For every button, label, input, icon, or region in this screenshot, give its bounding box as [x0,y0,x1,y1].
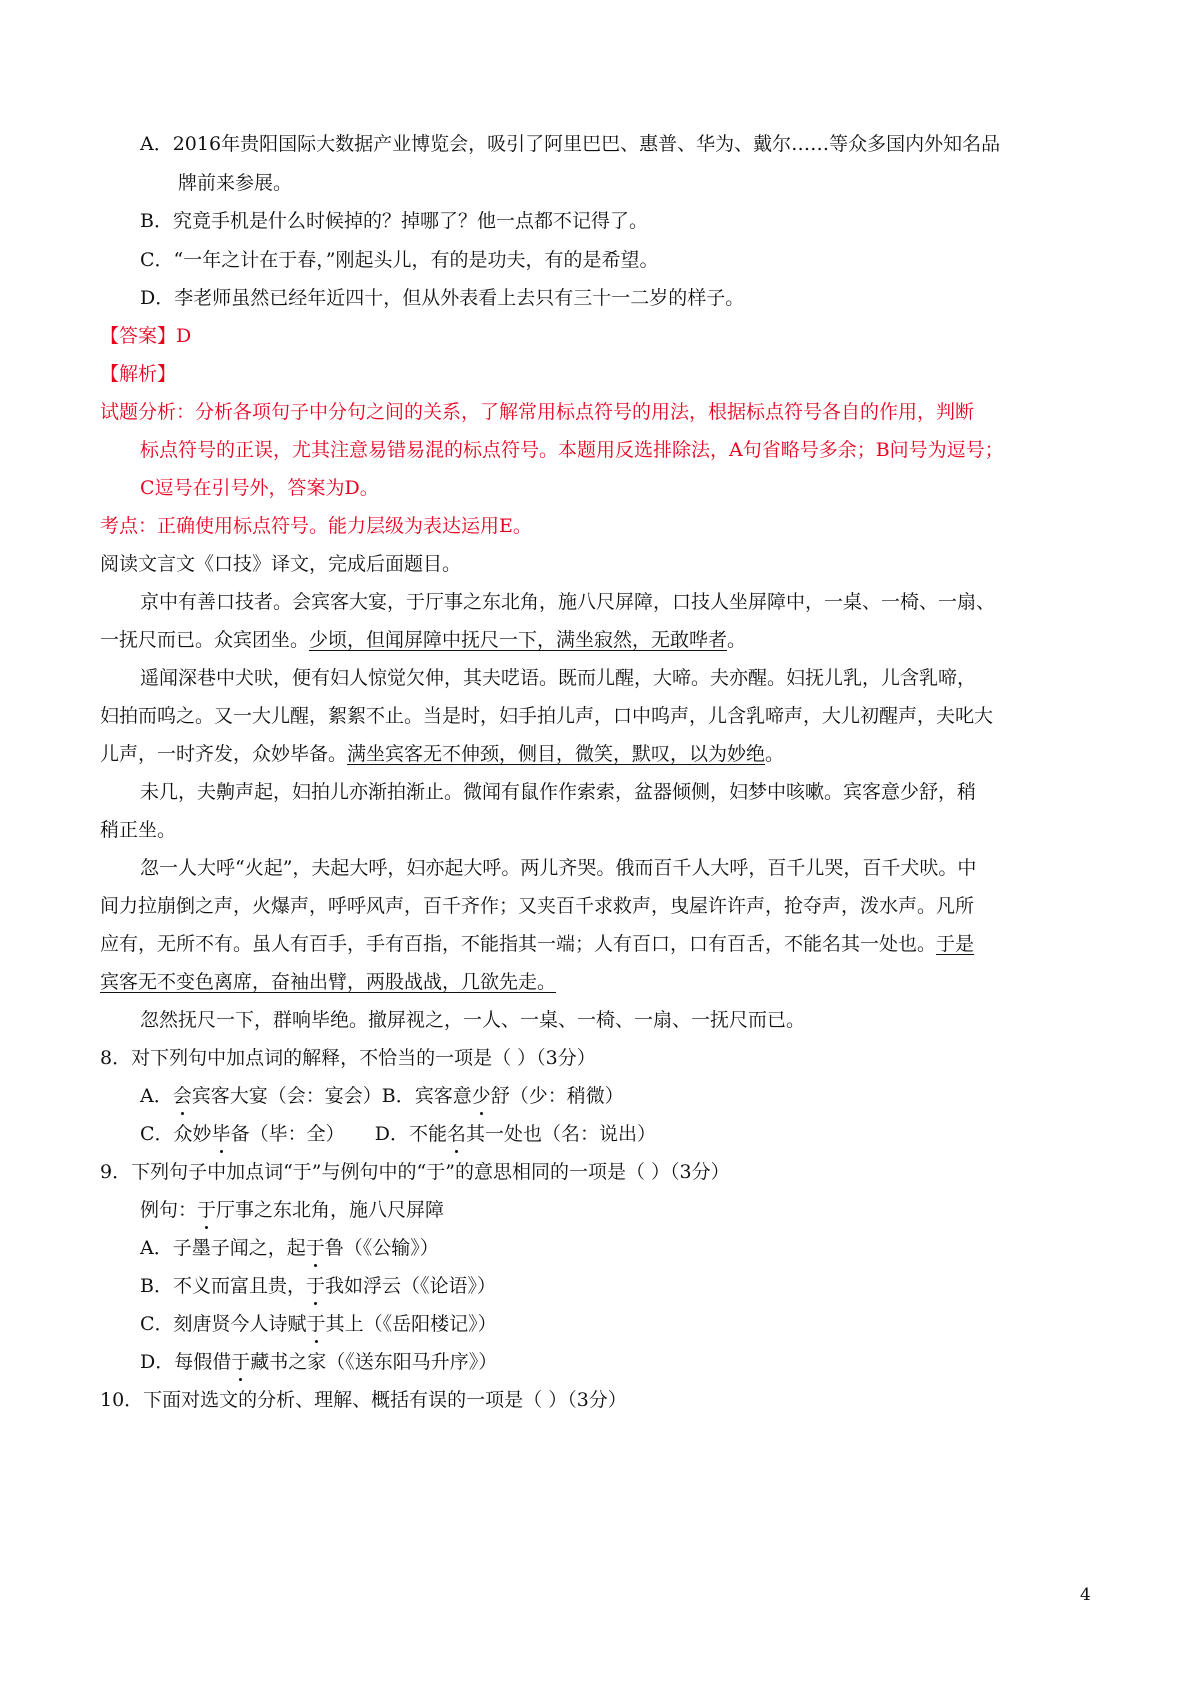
dotted-word: 会 [172,1085,192,1107]
option-text: C．刻唐贤今人诗赋 [140,1313,307,1335]
passage-p1-line2 [100,627,746,653]
dotted-word: 于 [305,1237,325,1259]
question-9-option-d [140,1349,497,1375]
underlined-sentence: 满坐宾客无不伸颈，侧目，微笑，默叹，以为妙绝 [347,743,766,765]
option-b: B．究竟手机是什么时候掉的？掉哪了？他一点都不记得了。 [140,210,648,232]
dotted-word: 少 [471,1085,491,1107]
option-text: 我如浮云（《论语》） [324,1275,496,1297]
question-9-option-a [140,1235,439,1261]
dotted-word: 于 [197,1199,217,1221]
dotted-word: 于 [305,1275,325,1297]
passage-text: 。 [765,743,785,765]
passage-p5: 忽然抚尺一下，群响毕绝。撤屏视之，一人、一桌、一椅、一扇、一抚尺而已。 [140,1009,806,1031]
passage-p3-line2: 稍正坐。 [100,819,177,841]
option-text: 例句： [140,1199,198,1221]
passage-p2-line2: 妇拍而呜之。又一大儿醒，絮絮不止。当是时，妇手拍儿声，口中呜声，儿含乳啼声，大儿初醒声，夫叱大 [100,705,994,727]
option-text: B．不义而富且贵， [140,1275,306,1297]
dotted-word: 毕 [211,1123,231,1145]
analysis-line1: 试题分析：分析各项句子中分句之间的关系，了解常用标点符号的用法，根据标点符号各自的作用，判断 [100,401,975,423]
passage-text: 儿声，一时齐发，众妙毕备。 [100,743,348,765]
option-text: A． [140,1085,173,1107]
option-text: 厅事之东北角，施八尺屏障 [216,1199,445,1221]
analysis-label: 【解析】 [100,363,177,385]
question-9-option-c [140,1311,497,1337]
dotted-word: 于 [231,1351,251,1373]
answer-label: 【答案】 [100,325,177,347]
option-text: 备（毕：全） D．不能 [230,1123,447,1145]
dotted-word: 名 [447,1123,467,1145]
passage-p2-line3 [100,741,784,767]
option-a-line1: A．2016年贵阳国际大数据产业博览会，吸引了阿里巴巴、惠普、华为、戴尔……等众多国内外知名品 [140,133,1001,155]
question-8-stem: 8．对下列句中加点词的解释，不恰当的一项是（ ）（3分） [100,1047,596,1069]
passage-text: 。 [727,629,747,651]
kaodian-line: 考点：正确使用标点符号。能力层级为表达运用E。 [100,515,532,537]
option-text: C．众妙 [140,1123,212,1145]
option-text: 藏书之家（《送东阳马升序》） [250,1351,498,1373]
option-text: 其上（《岳阳楼记》） [325,1313,497,1335]
option-c: C．“一年之计在于春，”刚起头儿，有的是功夫，有的是希望。 [140,249,659,271]
option-text: D．每假借 [140,1351,232,1373]
passage-text: 一抚尺而已。众宾团坐。 [100,629,310,651]
question-10-stem: 10．下面对选文的分析、理解、概括有误的一项是（ ）（3分） [100,1389,627,1411]
analysis-line2: 标点符号的正误，尤其注意易错易混的标点符号。本题用反选排除法，A句省略号多余；B问号为逗号； [140,439,1004,461]
option-text: 舒（少：稍微） [490,1085,624,1107]
page-number: 4 [1080,1585,1091,1605]
passage-text: 应有，无所不有。虽人有百手，手有百指，不能指其一端；人有百口，口有百舌，不能名其一处也。 [100,933,937,955]
passage-p4-line3 [100,931,974,957]
question-9-stem: 9．下列句子中加点词“于”与例句中的“于”的意思相同的一项是（ ）（3分） [100,1161,730,1183]
question-9-example [140,1197,444,1223]
passage-p3-line1: 未几，夫齁声起，妇拍儿亦渐拍渐止。微闻有鼠作作索索，盆器倾侧，妇梦中咳嗽。宾客意少舒，稍 [140,781,977,803]
question-9-option-b [140,1273,496,1299]
answer-value: D [176,325,192,347]
passage-p1-line1: 京中有善口技者。会宾客大宴，于厅事之东北角，施八尺屏障，口技人坐屏障中，一桌、一椅、一扇、 [140,591,996,613]
question-8-options-ab [140,1083,624,1109]
question-8-options-cd [140,1121,656,1147]
passage-p4-line4: 宾客无不变色离席，奋袖出臂，两股战战，几欲先走。 [100,971,557,993]
option-a-line2: 牌前来参展。 [178,172,293,194]
underlined-sentence: 于是 [936,933,975,955]
underlined-sentence: 少顷，但闻屏障中抚尺一下，满坐寂然，无敢哗者 [309,629,728,651]
analysis-line3: C逗号在引号外，答案为D。 [140,477,379,499]
answer-line [100,323,191,349]
passage-p2-line1: 遥闻深巷中犬吠，便有妇人惊觉欠伸，其夫呓语。既而儿醒，大啼。夫亦醒。妇抚儿乳，儿含乳啼， [140,667,977,689]
option-d: D．李老师虽然已经年近四十，但从外表看上去只有三十一二岁的样子。 [140,287,745,309]
passage-p4-line1: 忽一人大呼“火起”，夫起大呼，妇亦起大呼。两儿齐哭。俄而百千人大呼，百千儿哭，百千犬吠。中 [140,857,977,879]
reading-intro: 阅读文言文《口技》译文，完成后面题目。 [100,553,462,575]
passage-p4-line2: 间力拉崩倒之声，火爆声，呼呼风声，百千齐作；又夹百千求救声，曳屋许许声，抢夺声，泼水声。凡所 [100,895,975,917]
dotted-word: 于 [306,1313,326,1335]
option-text: 宾客大宴（会：宴会）B．宾客意 [191,1085,472,1107]
option-text: 其一处也（名：说出） [466,1123,657,1145]
option-text: 鲁（《公输》） [324,1237,439,1259]
option-text: A．子墨子闻之，起 [140,1237,306,1259]
